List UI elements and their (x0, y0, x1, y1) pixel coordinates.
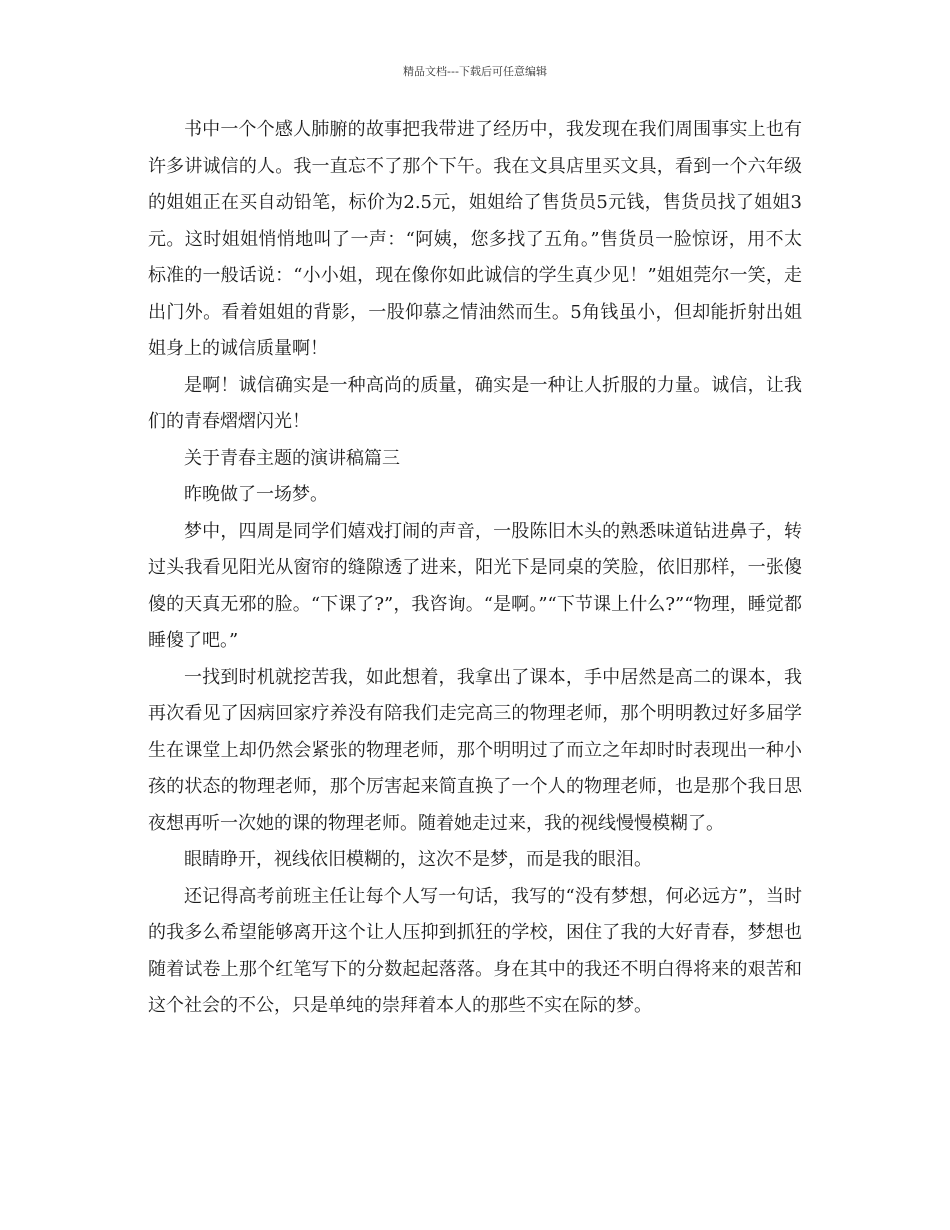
paragraph: 一找到时机就挖苦我，如此想着，我拿出了课本，手中居然是高二的课本，我再次看见了因病回家疗养没有陪我们走完高三的物理老师，那个明明教过好多届学生在课堂上却仍然会紧张的物理老师，那个明明过了而立之年却时时表现出一种小孩的状态的物理老师，那个厉害起来简直换了一个人的物理老师，也是那个我日思夜想再听一次她的课的物理老师。随着她走过来，我的视线慢慢模糊了。 (148, 666, 802, 834)
paragraph: 书中一个个感人肺腑的故事把我带进了经历中，我发现在我们周围事实上也有许多讲诚信的人。我一直忘不了那个下午。我在文具店里买文具，看到一个六年级的姐姐正在买自动铅笔，标价为2.5元，姐姐给了售货员5元钱，售货员找了姐姐3元。这时姐姐悄悄地叫了一声：“阿姨，您多找了五角。”售货员一脸惊讶，用不太标准的一般话说：“小小姐，现在像你如此诚信的学生真少见！”姐姐莞尔一笑，走出门外。看着姐姐的背影，一股仰慕之情油然而生。5角钱虽小，但却能折射出姐姐身上的诚信质量啊！ (148, 119, 802, 359)
section-heading: 关于青春主题的演讲稿篇三 (184, 447, 400, 469)
document-body (148, 112, 802, 1025)
paragraph: 还记得高考前班主任让每个人写一句话，我写的“没有梦想，何必远方”，当时的我多么希望能够离开这个让人压抑到抓狂的学校，困住了我的大好青春，梦想也随着试卷上那个红笔写下的分数起起落落。身在其中的我还不明白得将来的艰苦和这个社会的不公，只是单纯的崇拜着本人的那些不实在际的梦。 (148, 885, 802, 1016)
paragraph: 昨晚做了一场梦。 (184, 484, 328, 505)
paragraph: 眼睛睁开，视线依旧模糊的，这次不是梦，而是我的眼泪。 (184, 849, 652, 870)
paragraph: 是啊！诚信确实是一种高尚的质量，确实是一种让人折服的力量。诚信，让我们的青春熠熠闪光！ (148, 374, 802, 432)
page-header: 精品文档---下载后可任意编辑 (403, 65, 547, 78)
paragraph: 梦中，四周是同学们嬉戏打闹的声音，一股陈旧木头的熟悉味道钻进鼻子，转过头我看见阳光从窗帘的缝隙透了进来，阳光下是同桌的笑脸，依旧那样，一张傻傻的天真无邪的脸。“下课了?”，我咨询。“是啊。”“下节课上什么?”“物理，睡觉都睡傻了吧。” (148, 520, 802, 651)
